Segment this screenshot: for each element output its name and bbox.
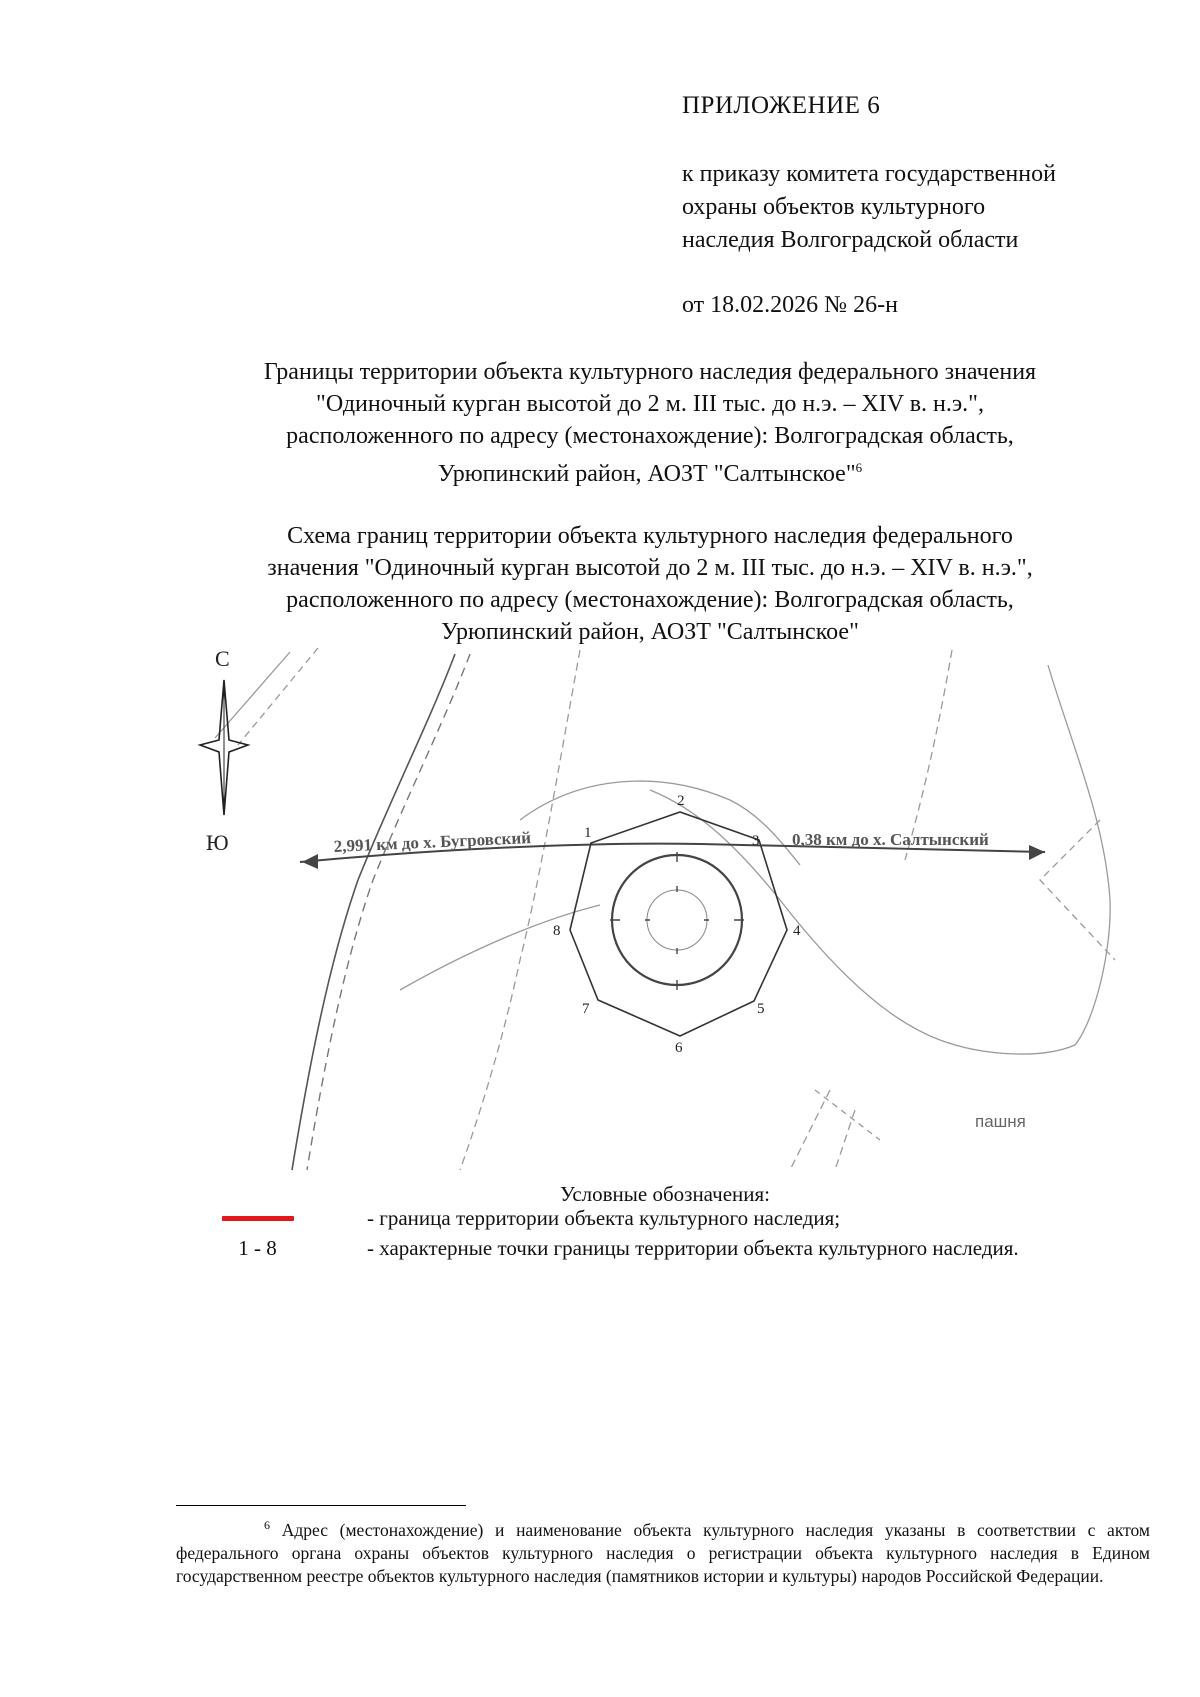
field-line: [905, 650, 952, 860]
legend-description: - характерные точки границы территории объекта культурного наследия.: [367, 1236, 1019, 1260]
road-line: [307, 654, 470, 1170]
point-label: 8: [553, 923, 561, 939]
heading-line: значения "Одиночный курган высотой до 2 м. III тыс. до н.э. – XIV в. н.э.",: [267, 555, 1033, 581]
point-label: 5: [757, 1001, 765, 1017]
arrowhead-right: [1029, 845, 1045, 860]
point-label: 1: [584, 825, 592, 841]
field-line: [815, 1090, 880, 1140]
point-label: 7: [582, 1001, 590, 1017]
heading-line: расположенного по адресу (местонахождение): Волгоградская область,: [286, 587, 1014, 613]
mound-inner-circle: [647, 890, 707, 950]
appendix-title: ПРИЛОЖЕНИЕ 6: [682, 92, 881, 119]
footnote-mark: 6: [264, 1518, 270, 1532]
field-line: [650, 665, 1110, 1054]
point-label: 2: [677, 793, 685, 809]
point-label: 4: [793, 923, 801, 939]
order-date: от 18.02.2026 № 26-н: [682, 292, 898, 318]
distance-right-label: 0,38 км до х. Салтынский: [792, 830, 989, 849]
field-line: [460, 650, 580, 1170]
compass-south-label: Ю: [206, 830, 229, 855]
footnote: [176, 1514, 1150, 1588]
road-line: [292, 654, 455, 1170]
legend-item-boundary: [190, 1206, 840, 1231]
appendix-line: к приказу комитета государственной: [682, 161, 1056, 187]
boundary-line-swatch: [222, 1216, 294, 1221]
heading-line: расположенного по адресу (местонахождение): Волгоградская область,: [286, 423, 1014, 449]
legend-description: - граница территории объекта культурного наследия;: [367, 1206, 841, 1230]
boundary-scheme-map: [0, 640, 1200, 1180]
mound: [610, 852, 744, 990]
field-line: [790, 1090, 830, 1170]
point-label: 6: [675, 1040, 683, 1056]
distance-left-label: 2,991 км до х. Бугровский: [333, 828, 532, 856]
footnote-separator: [176, 1505, 466, 1506]
heading-line: [120, 452, 1180, 490]
boundaries-heading: [120, 356, 1180, 490]
scheme-heading: [120, 520, 1180, 648]
heading-line: Границы территории объекта культурного наследия федерального значения: [263, 359, 1037, 385]
legend-item-points: [190, 1236, 1019, 1261]
arrowhead-left: [302, 854, 318, 869]
compass-north-label: С: [215, 646, 230, 671]
legend-symbol: [190, 1216, 325, 1221]
appendix-line: наследия Волгоградской области: [682, 227, 1019, 253]
heading-line: "Одиночный курган высотой до 2 м. III тыс. до н.э. – XIV в. н.э.",: [316, 391, 984, 417]
footnote-text: Адрес (местонахождение) и наименование объекта культурного наследия указаны в соответствии с актом федерального органа охраны объектов культурного наследия о регистрации объекта культурного наследия в Едином государственном реестре объектов культурного наследия (памятников истории и культуры) народов Российской Федерации.: [176, 1519, 1151, 1586]
heading-line: Урюпинский район, АОЗТ "Салтынское": [441, 619, 859, 645]
field-line: [238, 648, 318, 745]
legend-title: Условные обозначения:: [559, 1182, 771, 1206]
footnote-reference: 6: [855, 460, 863, 475]
north-arrow: [200, 680, 248, 815]
appendix-subtitle: [682, 158, 1162, 257]
mound-outer-circle: [612, 855, 742, 985]
point-label: 3: [752, 833, 760, 849]
heading-line-text: Урюпинский район, АОЗТ "Салтынское": [437, 461, 856, 487]
background-lines: [215, 648, 1115, 1170]
land-label: пашня: [975, 1112, 1026, 1131]
legend-symbol: 1 - 8: [238, 1236, 277, 1260]
heading-line: Схема границ территории объекта культурного наследия федерального: [287, 523, 1013, 549]
mound-ticks: [610, 852, 744, 990]
field-line: [1040, 820, 1115, 960]
field-line: [400, 905, 600, 990]
appendix-line: охраны объектов культурного: [682, 194, 986, 220]
